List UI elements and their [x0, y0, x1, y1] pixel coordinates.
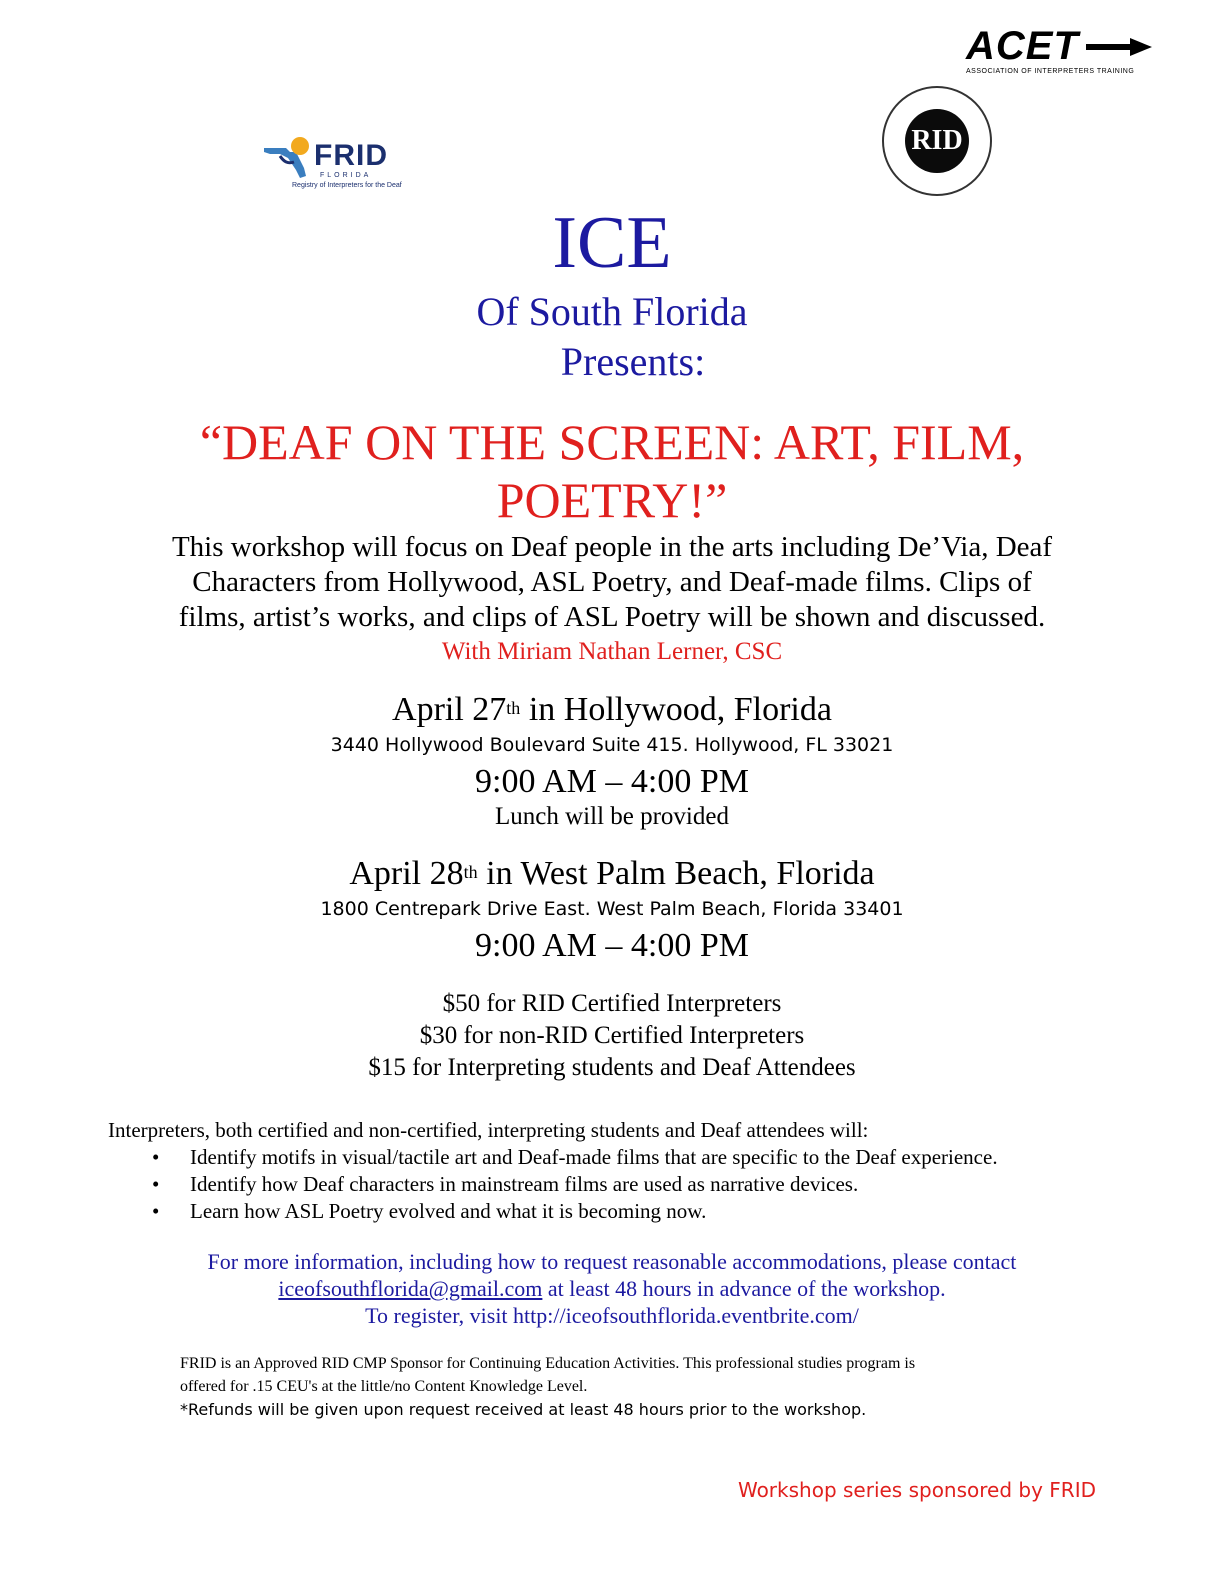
workshop-title-line2: POETRY!” — [496, 472, 728, 528]
session-1-date — [0, 688, 1224, 732]
session-1-location: in Hollywood, Florida — [520, 691, 832, 728]
florida-map-icon — [260, 134, 312, 180]
workshop-title-line1: “DEAF ON THE SCREEN: ART, FILM, — [199, 414, 1025, 470]
rid-seal-logo — [878, 86, 996, 196]
price-item: $15 for Interpreting students and Deaf Attendees — [368, 1054, 856, 1081]
price-item: $50 for RID Certified Interpreters — [442, 990, 782, 1017]
sponsor-line: Workshop series sponsored by FRID — [737, 1478, 1096, 1502]
objective-text: Learn how ASL Poetry evolved and what it is becoming now. — [190, 1199, 707, 1223]
session-2-address: 1800 Centrepark Drive East. West Palm Beach, Florida 33401 — [320, 898, 904, 920]
register-line: To register, visit http://iceofsouthflorida.eventbrite.com/ — [365, 1303, 859, 1328]
session-1-date-month: April 27 — [392, 691, 507, 728]
objective-text: Identify how Deaf characters in mainstream films are used as narrative devices. — [190, 1172, 859, 1196]
bullet-icon: • — [152, 1172, 160, 1196]
bullet-icon: • — [152, 1145, 160, 1169]
session-1-date-suffix: th — [506, 698, 521, 718]
refund-policy: *Refunds will be given upon request received at least 48 hours prior to the workshop. — [180, 1400, 867, 1419]
presents-label: Presents: — [560, 339, 706, 384]
session-2-date-month: April 28 — [349, 855, 464, 892]
session-1-lunch-note: Lunch will be provided — [495, 803, 729, 830]
contact-line: For more information, including how to request reasonable accommodations, please contact — [207, 1249, 1017, 1274]
description-line: films, artist’s works, and clips of ASL Poetry will be shown and discussed. — [178, 601, 1046, 633]
session-2-location: in West Palm Beach, Florida — [477, 855, 875, 892]
workshop-description — [0, 530, 1224, 635]
presenter-line: With Miriam Nathan Lerner, CSC — [441, 638, 783, 665]
bullet-icon: • — [152, 1199, 160, 1223]
frid-logo — [258, 128, 428, 194]
rid-seal-text: RID — [905, 109, 969, 173]
session-1-address: 3440 Hollywood Boulevard Suite 415. Hollywood, FL 33021 — [330, 734, 894, 756]
contact-info — [0, 1248, 1224, 1329]
description-line: Characters from Hollywood, ASL Poetry, and Deaf-made films. Clips of — [192, 566, 1032, 598]
contact-email-link[interactable]: iceofsouthflorida@gmail.com — [278, 1276, 543, 1301]
session-2-date-suffix: th — [463, 862, 478, 882]
objectives-list — [152, 1144, 998, 1225]
objective-item — [152, 1198, 998, 1225]
acet-logo — [964, 24, 1154, 80]
frid-logo-word: FRID — [314, 139, 388, 172]
frid-logo-florida: FLORIDA — [320, 172, 372, 179]
description-line: This workshop will focus on Deaf people in the arts including De’Via, Deaf — [171, 531, 1053, 563]
arrow-right-icon — [1086, 38, 1152, 56]
org-subtitle: Of South Florida — [476, 289, 748, 334]
price-item: $30 for non-RID Certified Interpreters — [419, 1022, 805, 1049]
price-list — [0, 988, 1224, 1084]
acet-logo-tagline: ASSOCIATION OF INTERPRETERS TRAINING — [966, 68, 1135, 75]
objective-item — [152, 1144, 998, 1171]
contact-line-rest: at least 48 hours in advance of the workshop. — [542, 1276, 946, 1301]
session-2-time: 9:00 AM – 4:00 PM — [475, 927, 749, 964]
session-2-date — [0, 852, 1224, 896]
cmp-line: FRID is an Approved RID CMP Sponsor for Continuing Education Activities. This professional studies program is — [180, 1355, 916, 1372]
objectives-intro: Interpreters, both certified and non-certified, interpreting students and Deaf attendees will: — [108, 1118, 869, 1142]
objective-item — [152, 1171, 998, 1198]
objective-text: Identify motifs in visual/tactile art and Deaf-made films that are specific to the Deaf experience. — [190, 1145, 998, 1169]
contact-line — [0, 1275, 1224, 1302]
session-1-time: 9:00 AM – 4:00 PM — [475, 763, 749, 800]
cmp-line: offered for .15 CEU's at the little/no Content Knowledge Level. — [180, 1378, 588, 1395]
cmp-statement — [180, 1352, 915, 1398]
acet-logo-word: ACET — [966, 24, 1079, 68]
frid-logo-registry: Registry of Interpreters for the Deaf — [292, 182, 402, 189]
org-title: ICE — [552, 202, 672, 284]
